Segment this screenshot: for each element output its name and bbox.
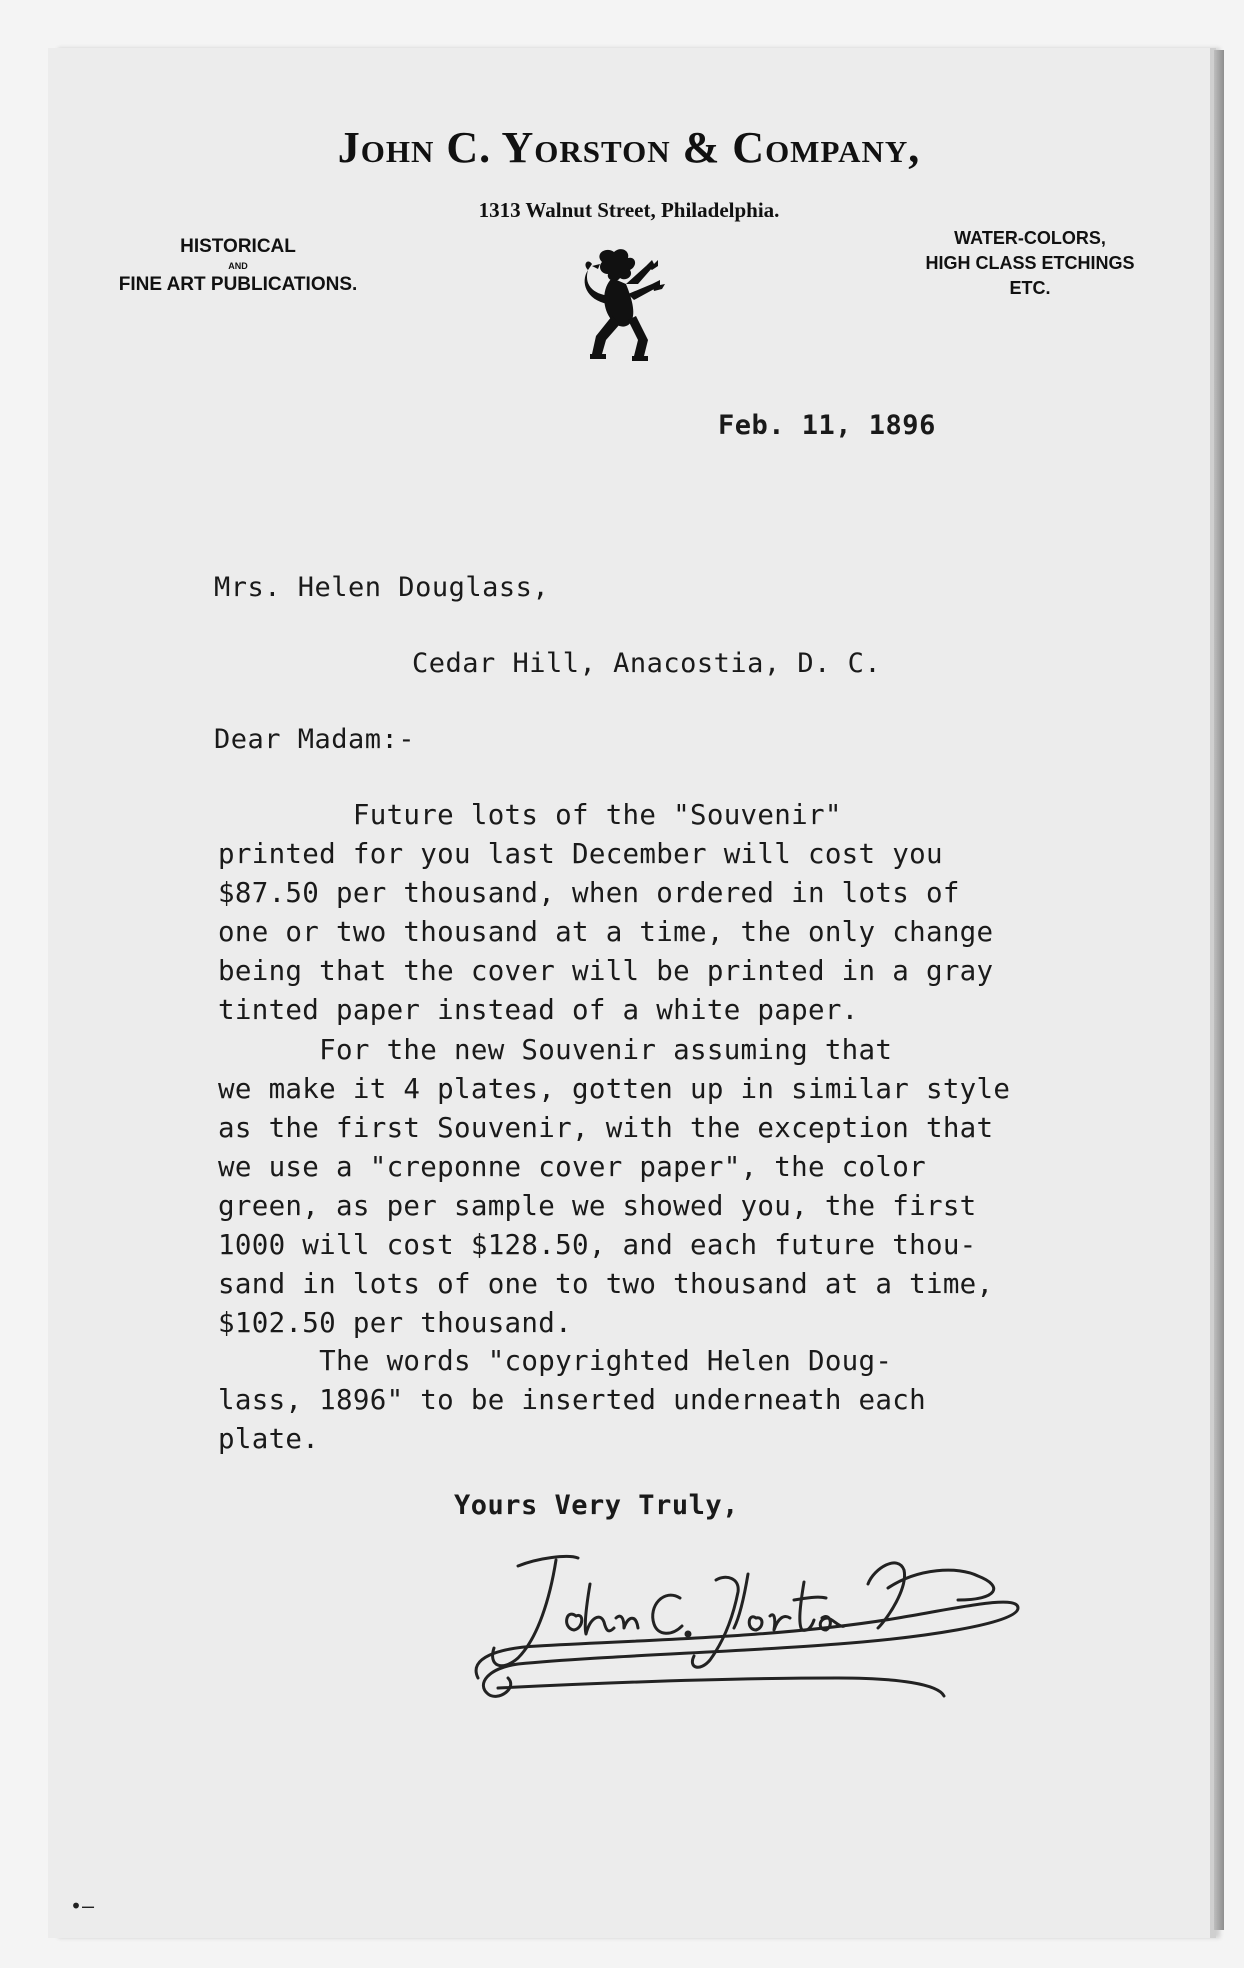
paragraph-3-line: lass, 1896" to be inserted underneath each [218,1384,926,1416]
paragraph-2-line: sand in lots of one to two thousand at a time, [218,1268,994,1300]
letterhead-right-line1: WATER-COLORS, [954,228,1106,248]
paragraph-2-line: $102.50 per thousand. [218,1307,572,1339]
letterhead-left-line2: AND [228,260,248,271]
paragraph-2-line: For the new Souvenir assuming that [218,1034,893,1066]
letterhead-left-block [88,234,388,297]
paragraph-1 [218,796,1218,1030]
letterhead-left-line1: HISTORICAL [180,236,296,257]
paragraph-3 [218,1342,1218,1459]
paragraph-1-line: $87.50 per thousand, when ordered in lots of [218,877,960,909]
recipient-address: Cedar Hill, Anacostia, D. C. [412,648,882,679]
paragraph-2-line: we make it 4 plates, gotten up in similar style [218,1073,1011,1105]
paragraph-1-line: tinted paper instead of a white paper. [218,994,859,1026]
paragraph-3-line: plate. [218,1423,320,1455]
paragraph-1-line: one or two thousand at a time, the only change [218,916,994,948]
letterhead-right-line3: ETC. [1009,278,1051,299]
closing: Yours Very Truly, [454,1490,739,1521]
paragraph-2-line: we use a "creponne cover paper", the color [218,1151,926,1183]
paragraph-1-line: printed for you last December will cost you [218,838,943,870]
letter-date: Feb. 11, 1896 [718,410,936,441]
recipient-name: Mrs. Helen Douglass, [214,572,550,603]
handwritten-signature [458,1488,1038,1718]
paragraph-1-line: being that the cover will be printed in a gray [218,955,994,987]
letterhead-left-line3: FINE ART PUBLICATIONS. [118,273,358,295]
letter-page [48,48,1210,1938]
company-name: John C. Yorston & Company, [337,123,921,172]
paragraph-2-line: as the first Souvenir, with the exception that [218,1112,994,1144]
paragraph-3-line: The words "copyrighted Helen Doug- [218,1345,893,1377]
paragraph-2-line: green, as per sample we showed you, the first [218,1190,977,1222]
letterhead-right-line2: HIGH CLASS ETCHINGS [925,253,1135,274]
salutation: Dear Madam:- [214,724,416,755]
letterhead-right-block [870,226,1190,302]
lion-rampant-icon [570,244,674,364]
paragraph-1-line: Future lots of the "Souvenir" [218,799,842,831]
corner-mark: •– [70,1894,95,1918]
paragraph-2-line: 1000 will cost $128.50, and each future thou- [218,1229,977,1261]
company-address: 1313 Walnut Street, Philadelphia. [478,198,780,222]
paragraph-2 [218,1031,1218,1343]
